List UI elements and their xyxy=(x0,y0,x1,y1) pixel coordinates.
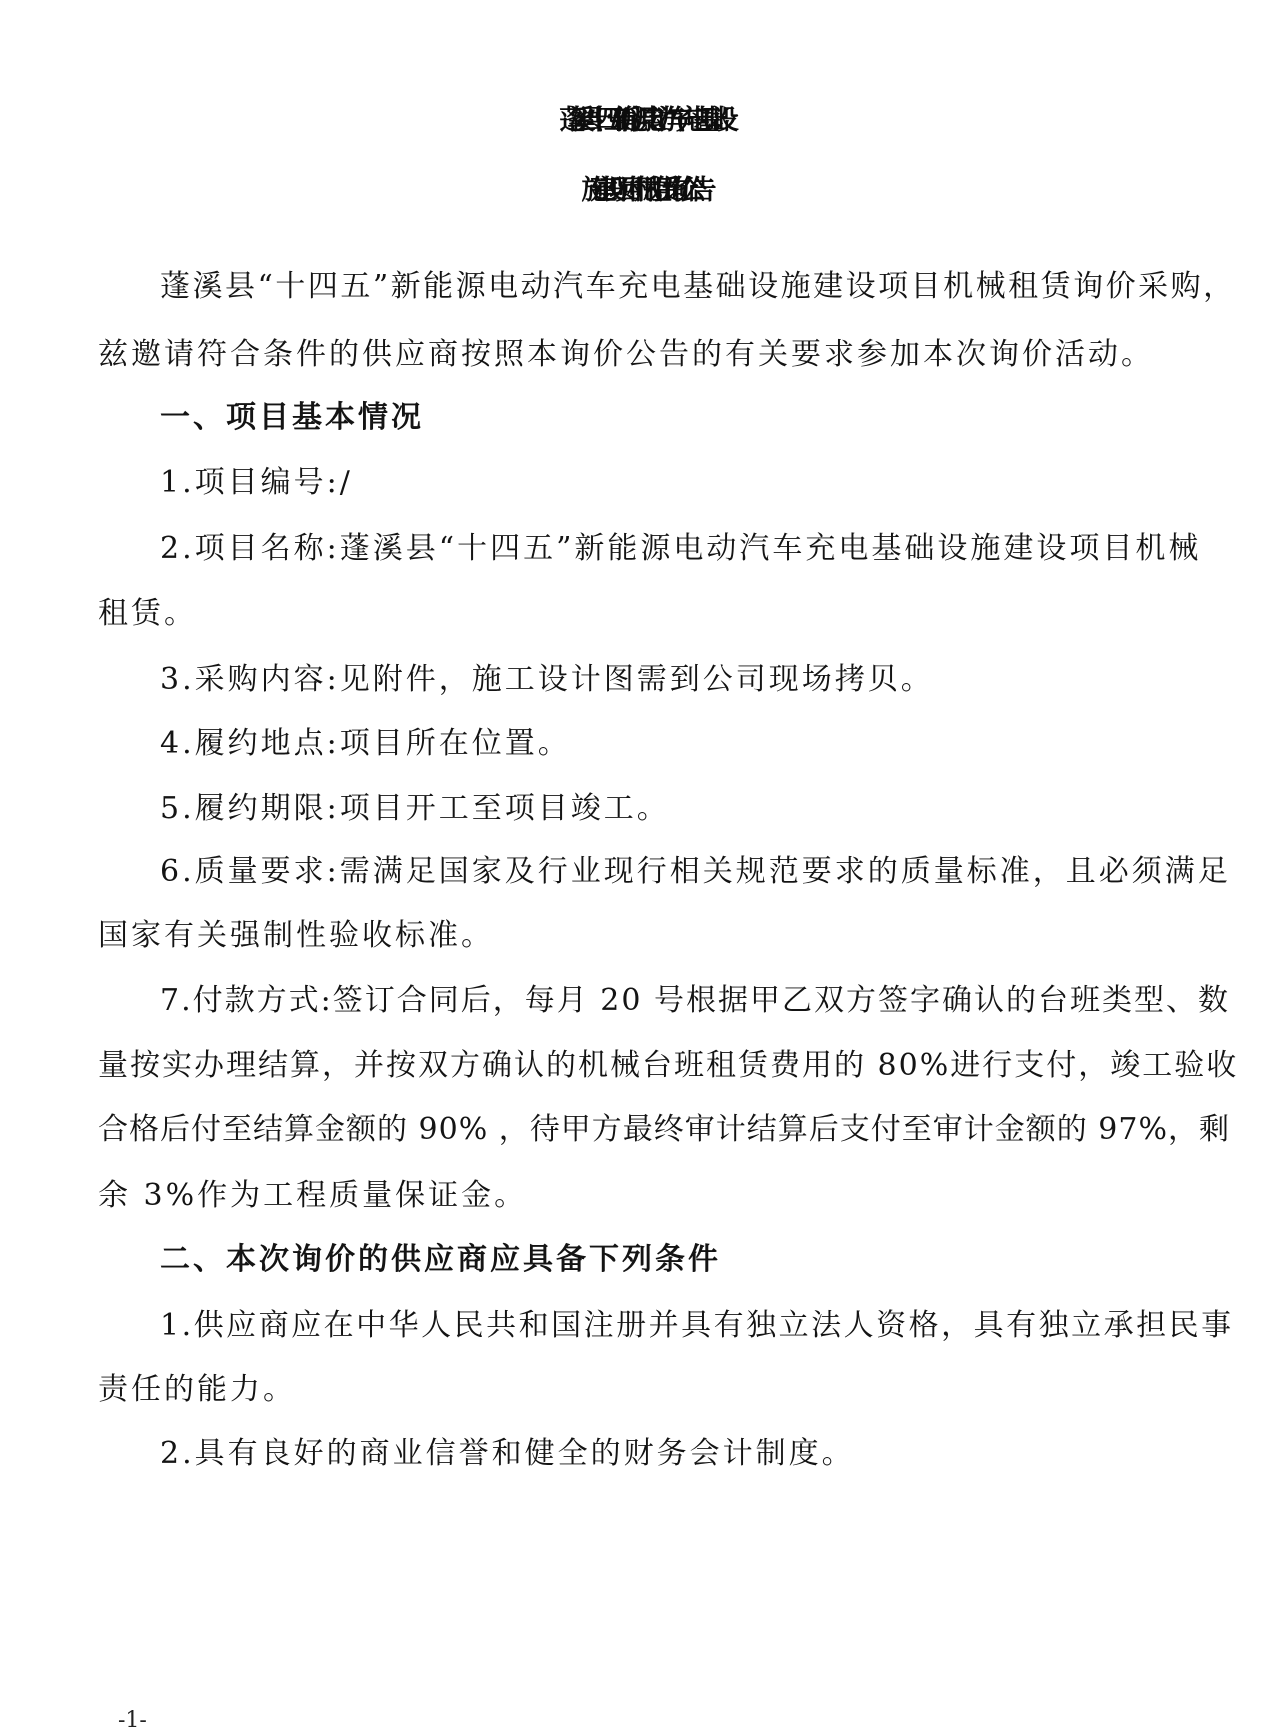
section-1-item-2-line-1: 2.项目名称:蓬溪县“十四五”新能源电动汽车充电基础设施建设项目机械 xyxy=(160,531,1202,566)
section-1-item-7-line-1: 7.付款方式:签订合同后，每月 20 号根据甲乙双方签字确认的台班类型、数 xyxy=(160,983,1230,1018)
intro-paragraph-line-2: 兹邀请符合条件的供应商按照本询价公告的有关要求参加本次询价活动。 xyxy=(98,337,1154,372)
section-1-item-1: 1.项目编号:/ xyxy=(160,465,353,500)
section-2-heading: 二、本次询价的供应商应具备下列条件 xyxy=(160,1242,721,1277)
section-1-item-3: 3.采购内容:见附件，施工设计图需到公司现场拷贝。 xyxy=(160,662,934,697)
section-1-item-2-line-2: 租赁。 xyxy=(98,596,197,631)
document-title-line-2: 施建设项目机械租赁询价公告 xyxy=(581,175,699,206)
page-number: -1- xyxy=(118,1708,147,1733)
section-2-item-1-line-1: 1.供应商应在中华人民共和国注册并具有独立法人资格，具有独立承担民事 xyxy=(160,1308,1234,1343)
intro-paragraph-line-1: 蓬溪县“十四五”新能源电动汽车充电基础设施建设项目机械租赁询价采购， xyxy=(160,269,1236,304)
section-1-item-7-line-4: 余 3%作为工程质量保证金。 xyxy=(98,1178,528,1213)
document-title-line-1: 蓬溪县“十四五”新能源电动汽车充电基础设 xyxy=(559,105,721,136)
section-1-item-7-line-2: 量按实办理结算，并按双方确认的机械台班租赁费用的 80%进行支付，竣工验收 xyxy=(98,1048,1239,1083)
section-1-heading: 一、项目基本情况 xyxy=(160,400,424,435)
section-2-item-2: 2.具有良好的商业信誉和健全的财务会计制度。 xyxy=(160,1436,855,1471)
section-1-item-6-line-1: 6.质量要求:需满足国家及行业现行相关规范要求的质量标准，且必须满足 xyxy=(160,854,1231,889)
section-2-item-1-line-2: 责任的能力。 xyxy=(98,1372,296,1407)
section-1-item-6-line-2: 国家有关强制性验收标准。 xyxy=(98,918,494,953)
section-1-item-5: 5.履约期限:项目开工至项目竣工。 xyxy=(160,791,670,826)
section-1-item-4: 4.履约地点:项目所在位置。 xyxy=(160,726,571,761)
section-1-item-7-line-3: 合格后付至结算金额的 90% ，待甲方最终审计结算后支付至审计金额的 97%，剩 xyxy=(98,1112,1230,1147)
